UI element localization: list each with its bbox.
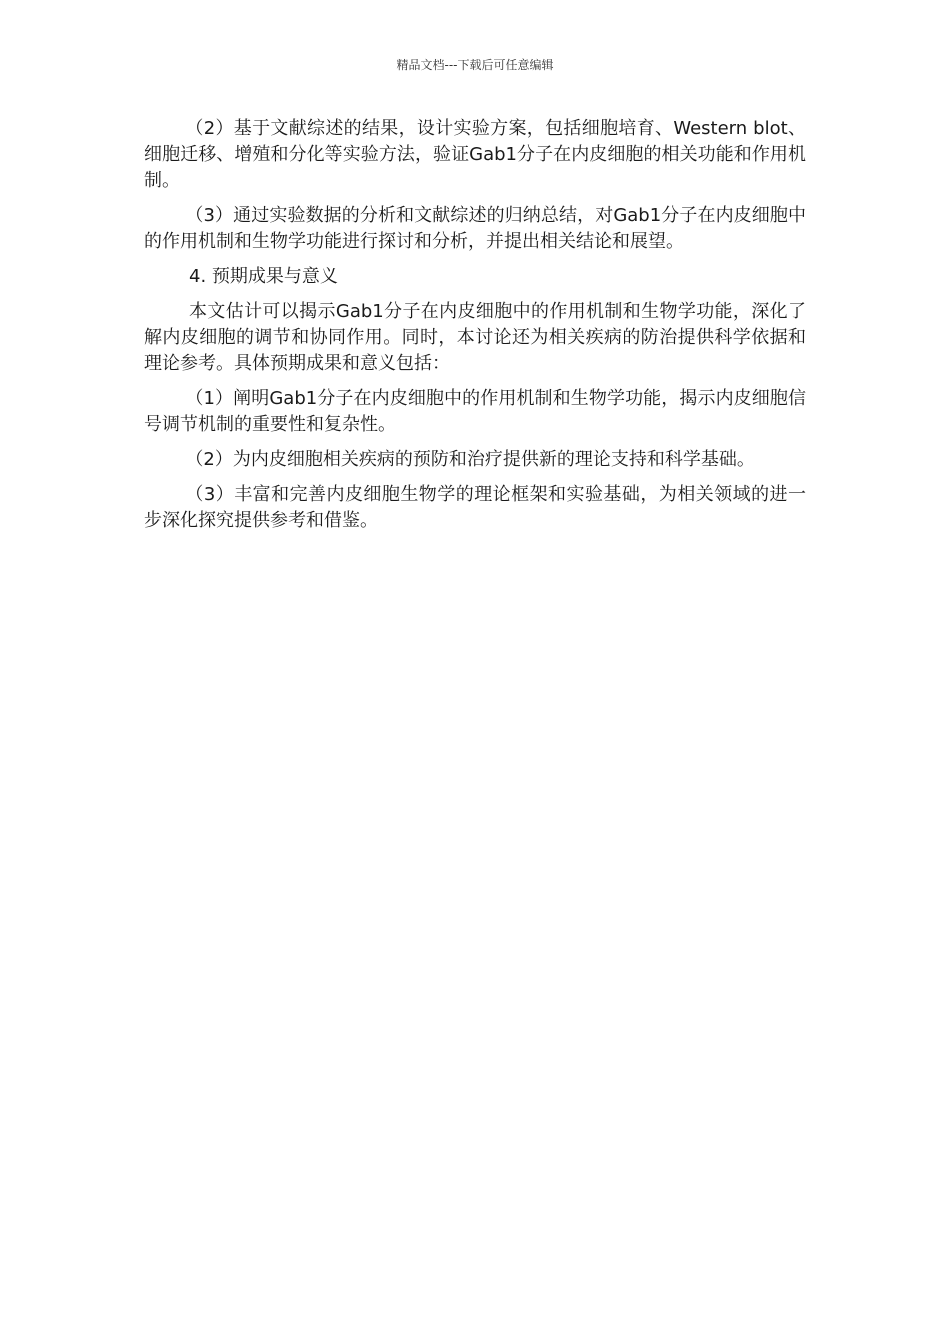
paragraph-expected-1: （1）阐明Gab1分子在内皮细胞中的作用机制和生物学功能，揭示内皮细胞信号调节机制的重要性和复杂性。: [144, 388, 806, 435]
page-header: 精品文档---下载后可任意编辑: [396, 58, 554, 72]
paragraph-expected-intro: 本文估计可以揭示Gab1分子在内皮细胞中的作用机制和生物学功能，深化了解内皮细胞的调节和协同作用。同时，本讨论还为相关疾病的防治提供科学依据和理论参考。具体预期成果和意义包括：: [144, 301, 806, 374]
document-body: [144, 116, 806, 543]
paragraph-method-3: （3）通过实验数据的分析和文献综述的归纳总结，对Gab1分子在内皮细胞中的作用机制和生物学功能进行探讨和分析，并提出相关结论和展望。: [144, 205, 806, 252]
section-heading-expected-results: 4. 预期成果与意义: [189, 266, 338, 287]
paragraph-expected-3: （3）丰富和完善内皮细胞生物学的理论框架和实验基础，为相关领域的进一步深化探究提供参考和借鉴。: [144, 484, 806, 531]
paragraph-expected-2: （2）为内皮细胞相关疾病的预防和治疗提供新的理论支持和科学基础。: [185, 449, 755, 470]
paragraph-method-2: （2）基于文献综述的结果，设计实验方案，包括细胞培育、Western blot、细胞迁移、增殖和分化等实验方法，验证Gab1分子在内皮细胞的相关功能和作用机制。: [144, 118, 806, 191]
